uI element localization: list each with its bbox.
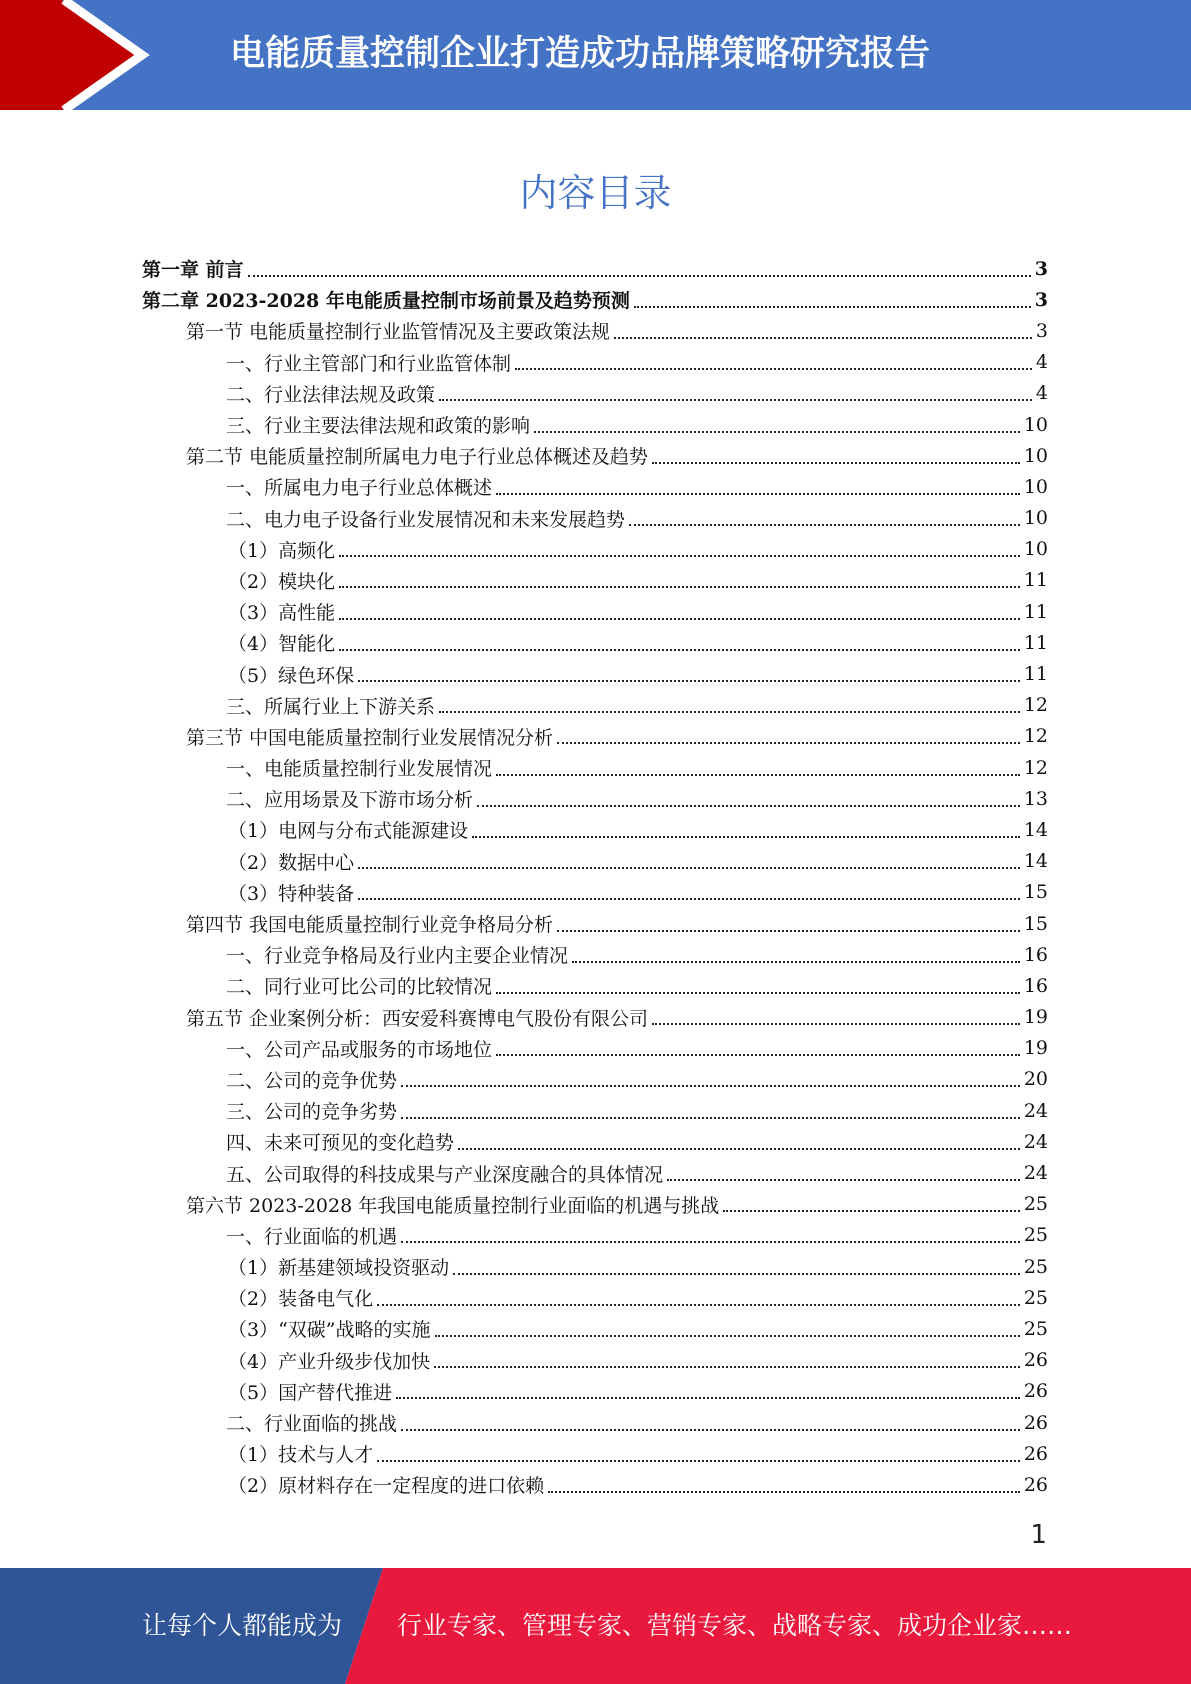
toc-entry[interactable] [142,1189,1048,1220]
toc-leader-dots [358,680,1020,682]
toc-entry-page: 12 [1023,694,1048,717]
toc-entry-title: 一、行业主管部门和行业监管体制 [226,352,512,375]
toc-entry-page: 10 [1023,538,1048,561]
toc-entry-page: 4 [1035,351,1048,374]
toc-entry[interactable] [142,1407,1048,1438]
toc-entry[interactable] [142,1126,1048,1157]
toc-entry[interactable] [142,409,1048,440]
toc-entry-title: 四、未来可预见的变化趋势 [226,1132,455,1155]
toc-entry-title: 一、电能质量控制行业发展情况 [226,758,493,781]
toc-entry-title: 一、公司产品或服务的市场地位 [226,1038,493,1061]
toc-entry-page: 10 [1023,444,1048,467]
toc-entry-title: （3）特种装备 [228,882,355,905]
toc-entry[interactable] [142,440,1048,471]
toc-entry-title: 一、行业竞争格局及行业内主要企业情况 [226,945,569,968]
toc-entry-page: 16 [1023,943,1048,966]
toc-entry[interactable] [142,783,1048,814]
toc-entry[interactable] [142,1251,1048,1282]
toc-entry[interactable] [142,846,1048,877]
toc-leader-dots [614,337,1032,339]
toc-leader-dots [652,462,1020,464]
toc-leader-dots [667,1179,1020,1181]
toc-leader-dots [634,306,1031,308]
toc-entry[interactable] [142,814,1048,845]
toc-leader-dots [477,805,1020,807]
toc-leader-dots [572,961,1020,963]
toc-entry-title: 三、所属行业上下游关系 [226,695,436,718]
toc-entry-page: 3 [1034,257,1048,280]
toc-entry-page: 13 [1023,787,1048,810]
toc-entry-page: 11 [1023,631,1048,654]
toc-entry-page: 26 [1023,1442,1048,1465]
toc-leader-dots [401,1241,1020,1243]
toc-leader-dots [472,836,1020,838]
toc-entry-page: 3 [1035,319,1048,342]
toc-entry[interactable] [142,970,1048,1001]
report-title: 电能质量控制企业打造成功品牌策略研究报告 [230,34,931,74]
toc-entry[interactable] [142,939,1048,970]
toc-leader-dots [439,711,1020,713]
toc-entry-page: 10 [1023,475,1048,498]
toc-entry-title: 第二章 2023-2028 年电能质量控制市场前景及趋势预测 [142,290,630,313]
toc-leader-dots [458,1148,1020,1150]
toc-entry[interactable] [142,1002,1048,1033]
toc-entry-title: 二、同行业可比公司的比较情况 [226,976,493,999]
toc-entry[interactable] [142,877,1048,908]
toc-entry-title: 第四节 我国电能质量控制行业竞争格局分析 [186,914,554,937]
toc-entry[interactable] [142,596,1048,627]
toc-entry[interactable] [142,284,1048,315]
toc-entry-page: 25 [1023,1224,1048,1247]
toc-entry-page: 19 [1023,1006,1048,1029]
toc-entry-page: 26 [1023,1411,1048,1434]
toc-entry-page: 4 [1035,382,1048,405]
toc-entry[interactable] [142,721,1048,752]
toc-entry-page: 14 [1023,818,1048,841]
toc-entry[interactable] [142,1282,1048,1313]
toc-entry-page: 15 [1023,881,1048,904]
toc-leader-dots [401,1085,1020,1087]
toc-entry[interactable] [142,1438,1048,1469]
toc-leader-dots [548,1491,1020,1493]
toc-entry-title: 二、行业面临的挑战 [226,1413,398,1436]
toc-entry-title: 一、行业面临的机遇 [226,1225,398,1248]
toc-leader-dots [339,586,1020,588]
toc-entry-title: 二、电力电子设备行业发展情况和未来发展趋势 [226,508,626,531]
toc-entry-page: 3 [1034,288,1048,311]
toc-leader-dots [401,1429,1020,1431]
page-number: 1 [1030,1520,1047,1550]
toc-entry-title: （4）智能化 [228,633,336,656]
toc-entry-title: （3）“双碳”战略的实施 [228,1319,431,1342]
toc-entry[interactable] [142,253,1048,284]
toc-entry-page: 12 [1023,756,1048,779]
toc-entry[interactable] [142,378,1048,409]
toc-entry-title: （1）高频化 [228,539,336,562]
toc-entry-page: 15 [1023,912,1048,935]
toc-entry[interactable] [142,565,1048,596]
toc-entry-page: 14 [1023,850,1048,873]
toc-entry-title: 第一节 电能质量控制行业监管情况及主要政策法规 [186,321,611,344]
toc-entry-title: （5）绿色环保 [228,664,355,687]
toc-entry-title: 第三节 中国电能质量控制行业发展情况分析 [186,726,554,749]
toc-entry-page: 25 [1023,1255,1048,1278]
toc-leader-dots [629,524,1020,526]
toc-entry[interactable] [142,1157,1048,1188]
footer-slogan-right: 行业专家、管理专家、营销专家、战略专家、成功企业家…… [397,1611,1073,1640]
toc-entry-page: 12 [1023,725,1048,748]
toc-entry-title: 第五节 企业案例分析：西安爱科赛博电气股份有限公司 [186,1007,649,1030]
toc-entry-title: （5）国产替代推进 [228,1381,393,1404]
toc-leader-dots [723,1210,1020,1212]
toc-entry-page: 26 [1023,1473,1048,1496]
toc-leader-dots [557,742,1020,744]
toc-entry[interactable] [142,752,1048,783]
toc-entry[interactable] [142,315,1048,346]
toc-entry-title: （2）原材料存在一定程度的进口依赖 [228,1475,545,1498]
toc-entry[interactable] [142,471,1048,502]
toc-entry[interactable] [142,1095,1048,1126]
toc-entry[interactable] [142,347,1048,378]
toc-entry-page: 11 [1023,663,1048,686]
toc-entry[interactable] [142,690,1048,721]
toc-leader-dots [339,555,1020,557]
toc-leader-dots [358,898,1020,900]
toc-entry-page: 19 [1023,1037,1048,1060]
toc-entry[interactable] [142,1064,1048,1095]
toc-entry-title: （1）新基建领域投资驱动 [228,1257,450,1280]
toc-leader-dots [434,1366,1020,1368]
table-of-contents [142,253,1048,1501]
toc-entry-title: 二、公司的竞争优势 [226,1069,398,1092]
toc-entry-title: （2）装备电气化 [228,1288,374,1311]
toc-leader-dots [557,930,1020,932]
toc-entry-page: 10 [1023,507,1048,530]
toc-entry[interactable] [142,1033,1048,1064]
toc-entry[interactable] [142,908,1048,939]
toc-entry-title: （1）电网与分布式能源建设 [228,820,469,843]
toc-entry-page: 10 [1023,413,1048,436]
toc-entry-page: 11 [1023,569,1048,592]
toc-leader-dots [248,275,1031,277]
toc-leader-dots [439,399,1032,401]
toc-leader-dots [396,1397,1020,1399]
toc-entry-page: 24 [1023,1130,1048,1153]
toc-entry-page: 25 [1023,1317,1048,1340]
toc-leader-dots [435,1335,1020,1337]
toc-entry[interactable] [142,627,1048,658]
toc-entry[interactable] [142,534,1048,565]
toc-leader-dots [453,1273,1020,1275]
toc-leader-dots [534,431,1020,433]
toc-entry[interactable] [142,658,1048,689]
toc-entry-title: 一、所属电力电子行业总体概述 [226,477,493,500]
toc-entry[interactable] [142,1220,1048,1251]
toc-heading: 内容目录 [519,171,672,215]
toc-entry[interactable] [142,1376,1048,1407]
toc-entry-title: 二、行业法律法规及政策 [226,383,436,406]
toc-entry-title: （2）数据中心 [228,851,355,874]
toc-entry-page: 25 [1023,1286,1048,1309]
toc-leader-dots [401,1117,1020,1119]
toc-entry-page: 24 [1023,1162,1048,1185]
toc-entry-page: 25 [1023,1193,1048,1216]
toc-leader-dots [377,1304,1020,1306]
toc-entry-title: 三、行业主要法律法规和政策的影响 [226,415,531,438]
toc-leader-dots [377,1460,1020,1462]
footer-slogan-left: 让每个人都能成为 [142,1611,343,1640]
toc-entry[interactable] [142,503,1048,534]
toc-leader-dots [358,867,1020,869]
toc-leader-dots [496,774,1020,776]
header-band [0,0,1191,110]
toc-leader-dots [339,649,1020,651]
toc-entry-title: （4）产业升级步伐加快 [228,1350,431,1373]
toc-entry-title: （1）技术与人才 [228,1444,374,1467]
toc-entry-page: 11 [1023,600,1048,623]
toc-entry-title: 第六节 2023-2028 年我国电能质量控制行业面临的机遇与挑战 [186,1194,720,1217]
toc-leader-dots [496,1054,1020,1056]
toc-entry-page: 16 [1023,974,1048,997]
toc-entry-title: 第一章 前言 [142,259,244,282]
toc-entry[interactable] [142,1313,1048,1344]
toc-entry[interactable] [142,1345,1048,1376]
toc-leader-dots [496,493,1020,495]
toc-entry-page: 26 [1023,1380,1048,1403]
toc-entry-title: （3）高性能 [228,602,336,625]
toc-entry-page: 24 [1023,1099,1048,1122]
toc-entry-title: 三、公司的竞争劣势 [226,1101,398,1124]
toc-entry-title: （2）模块化 [228,570,336,593]
toc-entry-title: 二、应用场景及下游市场分析 [226,789,474,812]
toc-leader-dots [652,1023,1020,1025]
toc-entry-page: 20 [1023,1068,1048,1091]
toc-leader-dots [515,368,1032,370]
toc-entry-title: 第二节 电能质量控制所属电力电子行业总体概述及趋势 [186,446,649,469]
footer-band [0,1568,1191,1684]
toc-entry-page: 26 [1023,1349,1048,1372]
toc-entry[interactable] [142,1469,1048,1500]
toc-leader-dots [339,618,1020,620]
toc-entry-title: 五、公司取得的科技成果与产业深度融合的具体情况 [226,1163,664,1186]
toc-leader-dots [496,992,1020,994]
